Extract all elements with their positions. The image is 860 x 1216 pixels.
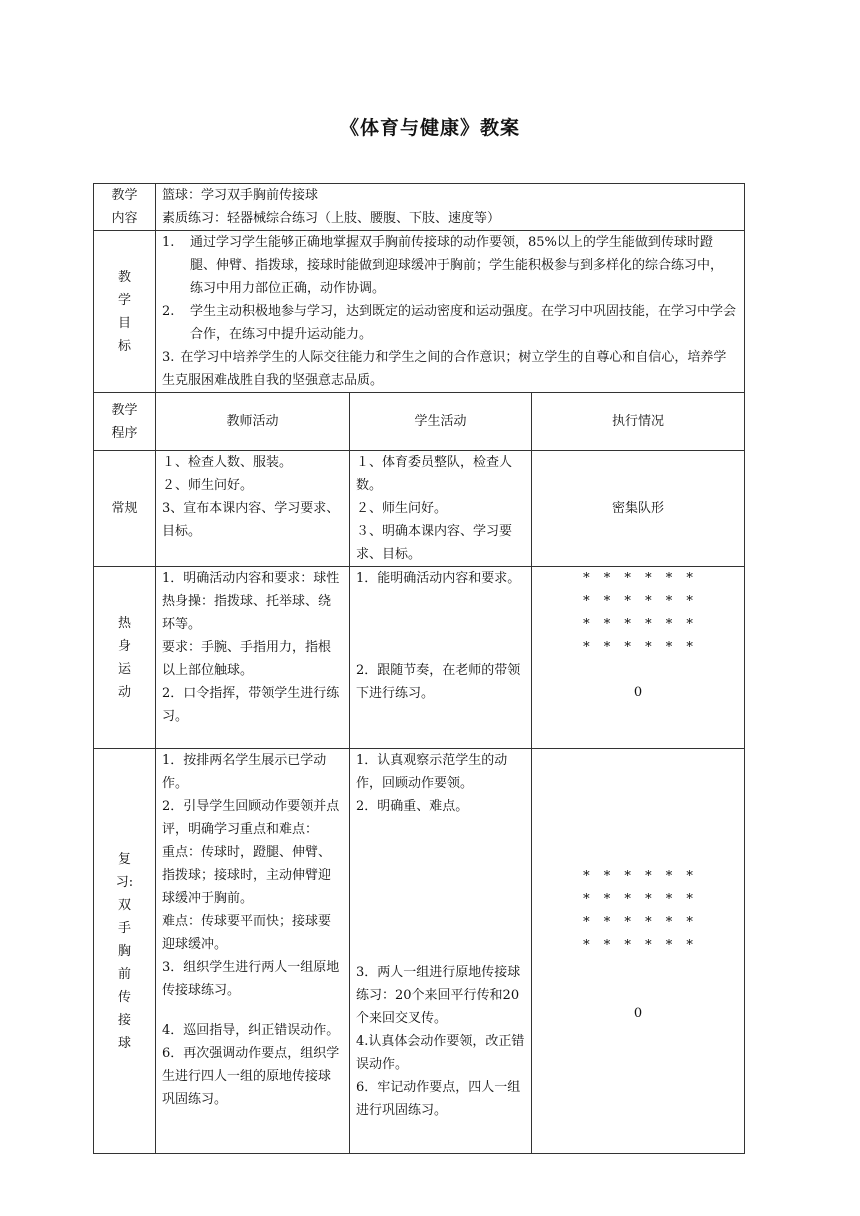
content-label-line: 内容: [111, 211, 138, 226]
warmup-formation-cell: [532, 567, 745, 749]
review-student-line: 2．明确重、难点。: [356, 799, 469, 814]
formation-star-row: * * * * * *: [583, 869, 693, 884]
routine-exec-cell: 密集队形: [532, 451, 745, 567]
review-label-char: 球: [117, 1035, 131, 1051]
warmup-row: [94, 567, 745, 749]
review-teacher-line: 3．组织学生进行两人一组原地传接球练习。: [162, 960, 340, 998]
review-label-char: 双: [117, 897, 131, 913]
routine-student-line: ３、明确本课内容、学习要求、目标。: [356, 524, 513, 562]
review-student-line: 4.认真体会动作要领，改正错误动作。: [356, 1034, 525, 1072]
warmup-label-char: 身: [117, 638, 131, 654]
formation-star-row: * * * * * *: [583, 640, 693, 655]
lesson-plan-table: [93, 183, 745, 1154]
objectives-label-char: 目: [117, 315, 131, 331]
review-teacher-line: 1．按排两名学生展示已学动作。: [162, 753, 327, 791]
review-formation-cell: [532, 749, 745, 1154]
objectives-label-char: 学: [117, 292, 131, 308]
objective-number: 2.: [162, 304, 175, 319]
formation-star-row: * * * * * *: [583, 617, 693, 632]
objectives-cell: [156, 231, 745, 393]
review-student-line: 3．两人一组进行原地传接球练习：20个来回平行传和20个来回交叉传。: [356, 965, 521, 1026]
student-activity-header: 学生活动: [350, 393, 532, 451]
content-row: [94, 184, 745, 231]
formation-spacer: [538, 749, 738, 865]
routine-teacher-line: １、检查人数、服装。: [162, 455, 293, 470]
warmup-label-char: 运: [117, 661, 131, 677]
review-label-char: 习:: [115, 874, 134, 890]
review-student-cell: [350, 749, 532, 1154]
review-row: [94, 749, 745, 1154]
review-teacher-line: 2．引导学生回顾动作要领并点评，明确学习重点和难点：: [162, 799, 340, 837]
formation-star-row: * * * * * *: [583, 938, 693, 953]
routine-student-line: ２、师生问好。: [356, 501, 448, 516]
review-teacher-line: 难点：传球要平而快；接球要迎球缓冲。: [162, 914, 332, 952]
teacher-position-mark: 0: [633, 1006, 643, 1021]
warmup-student-cell: [350, 567, 532, 749]
routine-teacher-line: 3、宣布本课内容、学习要求、目标。: [162, 501, 340, 539]
teacher-position-mark: 0: [633, 685, 643, 700]
routine-student-line: １、体育委员整队，检查人数。: [356, 455, 513, 493]
review-label-char: 接: [117, 1012, 131, 1028]
routine-teacher-line: ２、师生问好。: [162, 478, 254, 493]
warmup-teacher-cell: [156, 567, 350, 749]
warmup-label-char: 动: [117, 684, 131, 700]
objective-number: 3.: [162, 350, 175, 365]
warmup-student-line: 2．跟随节奏，在老师的带领下进行练习。: [356, 663, 521, 701]
objective-item: [162, 231, 738, 300]
routine-teacher-cell: [156, 451, 350, 567]
review-label-char: 传: [117, 989, 131, 1005]
warmup-teacher-line: 1．明确活动内容和要求：球性热身操：指拨球、托举球、绕环等。: [162, 571, 340, 632]
teacher-activity-header: 教师活动: [156, 393, 350, 451]
objectives-label-char: 标: [117, 338, 131, 354]
procedure-label-line: 程序: [111, 425, 138, 441]
review-student-line: 1．认真观察示范学生的动作，回顾动作要领。: [356, 753, 508, 791]
routine-label: 常规: [94, 451, 156, 567]
content-line: 素质练习：轻器械综合练习（上肢、腰腹、下肢、速度等）: [162, 211, 501, 226]
objective-text: 学生主动积极地参与学习，达到既定的运动密度和运动强度。在学习中巩固技能，在学习中学会合作，在练习中提升运动能力。: [190, 304, 737, 342]
warmup-student-line: 1．能明确活动内容和要求。: [356, 571, 521, 586]
review-student-line: 6．牢记动作要点，四人一组进行巩固练习。: [356, 1080, 521, 1118]
objectives-row: [94, 231, 745, 393]
procedure-label-line: 教学: [111, 402, 138, 418]
review-teacher-cell: [156, 749, 350, 1154]
formation-star-row: * * * * * *: [583, 915, 693, 930]
objective-text: 通过学习学生能够正确地掌握双手胸前传接球的动作要领，85%以上的学生能做到传球时蹬腿、伸臂、指拨球，接球时能做到迎球缓冲于胸前；学生能积极参与到多样化的综合练习中， 练习中用力部位正确，动作协调。: [190, 235, 724, 296]
review-teacher-line: 重点：传球时，蹬腿、伸臂、指拨球；接球时，主动伸臂迎球缓冲于胸前。: [162, 845, 332, 906]
objective-item: [162, 300, 738, 346]
review-label-char: 胸: [117, 943, 131, 959]
content-line: 篮球：学习双手胸前传接球: [162, 188, 319, 203]
review-label-char: 手: [117, 920, 131, 936]
review-teacher-line: 6．再次强调动作要点，组织学生进行四人一组的原地传接球巩固练习。: [162, 1046, 340, 1107]
warmup-teacher-line: 要求：手腕、手指用力，指根以上部位触球。: [162, 640, 332, 678]
objective-number: 1.: [162, 235, 175, 250]
formation-star-row: * * * * * *: [583, 594, 693, 609]
content-label-line: 教学: [111, 188, 138, 203]
review-label: [94, 749, 156, 1154]
formation-star-row: * * * * * *: [583, 571, 693, 586]
review-label-char: 前: [117, 966, 131, 982]
execution-header: 执行情况: [532, 393, 745, 451]
warmup-teacher-line: 2．口令指挥，带领学生进行练习。: [162, 686, 340, 724]
routine-student-cell: [350, 451, 532, 567]
warmup-label-char: 热: [117, 615, 131, 631]
review-label-char: 复: [117, 851, 131, 867]
objective-item: [162, 346, 738, 392]
routine-row: [94, 451, 745, 567]
content-cell: [156, 184, 745, 231]
page-title: 《体育与健康》教案: [339, 117, 520, 139]
content-label: [94, 184, 156, 231]
objectives-label-char: 教: [117, 269, 131, 285]
warmup-label: [94, 567, 156, 749]
procedure-label: [94, 393, 156, 451]
procedure-header-row: [94, 393, 745, 451]
formation-star-row: * * * * * *: [583, 892, 693, 907]
objectives-label: [94, 231, 156, 393]
review-teacher-line: 4．巡回指导，纠正错误动作。: [162, 1023, 340, 1038]
objective-text: 在学习中培养学生的人际交往能力和学生之间的合作意识；树立学生的自尊心和自信心，培养学生克服困难战胜自我的坚强意志品质。: [162, 350, 727, 388]
